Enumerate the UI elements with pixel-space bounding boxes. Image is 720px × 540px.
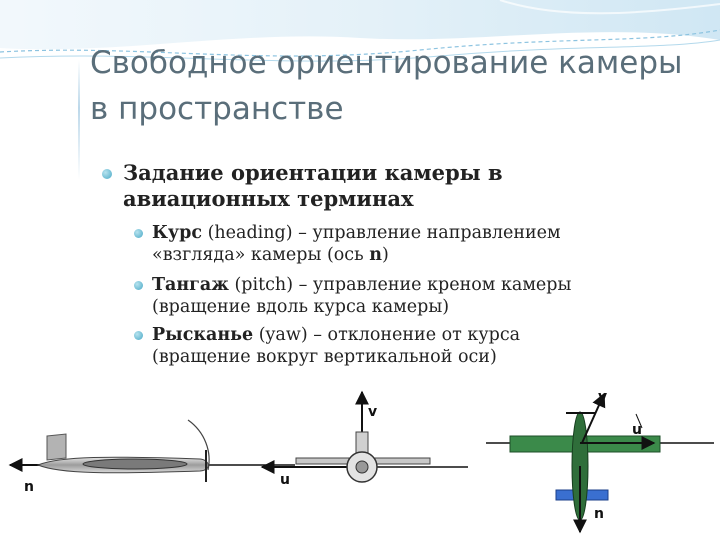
bullet-dot-icon	[134, 281, 143, 290]
slide-title-line2: в пространстве	[90, 91, 344, 127]
heading-desc: (heading) – управление направлением	[202, 223, 561, 243]
pitch-desc-line2: (вращение вдоль курса камеры)	[152, 297, 450, 317]
top-label-v: v	[598, 389, 608, 405]
front-view-plane	[262, 392, 468, 488]
top-label-u: u	[632, 422, 642, 438]
yaw-desc: (yaw) – отклонение от курса	[253, 325, 521, 345]
heading-desc-line2-post: )	[381, 245, 389, 265]
term-heading: Курс	[152, 223, 203, 243]
side-label-n: n	[24, 479, 34, 495]
wing	[83, 459, 187, 469]
slide-title-line1: Свободное ориентирование камеры	[90, 45, 683, 81]
bullet-level1-line1: Задание ориентации камеры в	[123, 160, 503, 185]
yaw-desc-line2: (вращение вокруг вертикальной оси)	[152, 347, 497, 367]
bullet-dot-icon	[102, 169, 112, 179]
slide-title	[90, 40, 715, 132]
term-yaw: Рысканье	[152, 325, 254, 345]
front-label-u: u	[280, 472, 290, 488]
bullet-dot-icon	[134, 331, 143, 340]
top-label-n: n	[594, 506, 604, 522]
orientation-diagram	[0, 370, 720, 540]
top-view-plane	[486, 389, 714, 532]
heading-desc-line2-pre: «взгляда» камеры (ось	[152, 245, 370, 265]
tail-fin	[47, 434, 66, 460]
bullet-level1-line2: авиационных терминах	[123, 186, 414, 211]
bullet-dot-icon	[134, 229, 143, 238]
axis-n-label: n	[369, 245, 382, 265]
term-pitch: Тангаж	[152, 275, 229, 295]
pitch-desc: (pitch) – управление креном камеры	[228, 275, 572, 295]
side-view-plane	[10, 420, 295, 495]
left-rule	[78, 60, 80, 180]
front-label-v: v	[368, 404, 378, 420]
